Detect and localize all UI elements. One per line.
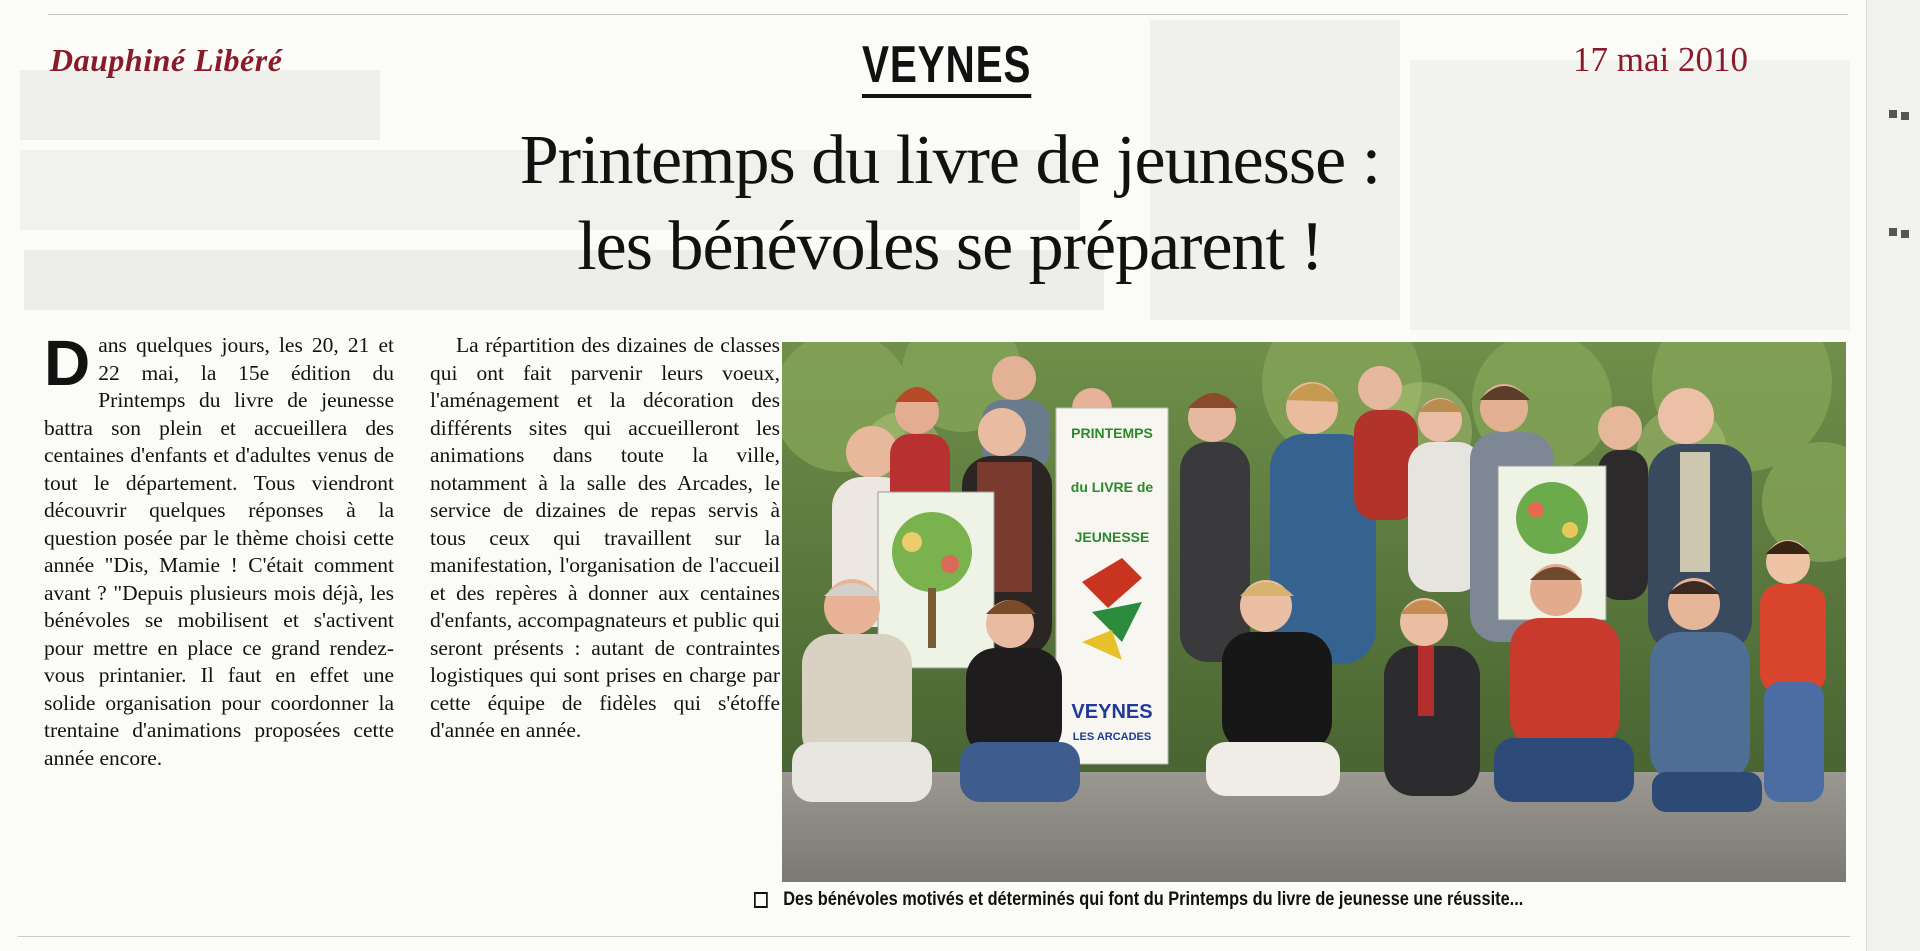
event-banner (1056, 408, 1168, 764)
article-paragraph-1-text: ans quelques jours, les 20, 21 et 22 mai, la 15e édition du Printemps du livre de jeunesse battra son plein et accueillera des centaines d'enfants et d'adultes venus de tout le département. Tous viendront découvrir quelques réponses à la question posée par le thème choisi cette année "Dis, Mamie ! C'était comment avant ? "Depuis plusieurs mois déjà, les bénévoles se mobilisent et s'activent pour mettre en place ce grand rendez-vous printanier. Il faut en effet une solide organisation pour coordonner la trentaine d'animations proposées cette année encore. (44, 333, 394, 770)
banner-line-1: PRINTEMPS (1071, 425, 1153, 441)
banner-line-3: JEUNESSE (1074, 529, 1150, 545)
banner-venue: LES ARCADES (1072, 731, 1152, 743)
banner-line-2: du LIVRE de (1070, 479, 1154, 495)
article-paragraph-1 (44, 327, 394, 772)
bottom-rule (18, 936, 1850, 937)
scan-mark (1901, 230, 1909, 238)
headline-line-1: Printemps du livre de jeunesse : (519, 122, 1381, 199)
photo-caption (754, 889, 1523, 911)
group-photo (782, 342, 1846, 882)
article-paragraph-2: La répartition des dizaines de classes qui ont fait parvenir leurs voeux, l'aménagement et la décoration des différents sites qui accueilleront les animations dans toute la ville, notamment à la salle des Arcades, le service de dizaines de repas servis à tous ceux qui travaillent sur la manifestation, l'organisation de l'accueil et des repères à donner aux centaines d'enfants, accompagnateurs et public qui seront présents : autant de contraintes logistiques qui sont prises en charge par cette équipe de fidèles qui s'étoffe d'année en année. (430, 333, 780, 742)
adjacent-page-edge (1866, 0, 1920, 951)
bleed-through-heading (20, 70, 380, 140)
scan-mark (1889, 228, 1897, 236)
publication-name: Dauphiné Libéré (50, 42, 283, 78)
drop-cap: D (44, 327, 91, 399)
section-kicker: VEYNES (862, 36, 1031, 98)
headline (400, 118, 1500, 290)
scan-mark (1889, 110, 1897, 118)
headline-line-2: les bénévoles se préparent ! (577, 208, 1323, 285)
top-rule (48, 14, 1848, 15)
group-photo-illustration (782, 342, 1846, 882)
publication-date: 17 mai 2010 (1573, 40, 1748, 79)
banner-place: VEYNES (1071, 701, 1153, 723)
photo-caption-text: Des bénévoles motivés et déterminés qui font du Printemps du livre de jeunesse une réussite... (783, 889, 1524, 910)
article-body (44, 327, 780, 922)
caption-box-icon (754, 892, 768, 908)
scan-mark (1901, 112, 1909, 120)
